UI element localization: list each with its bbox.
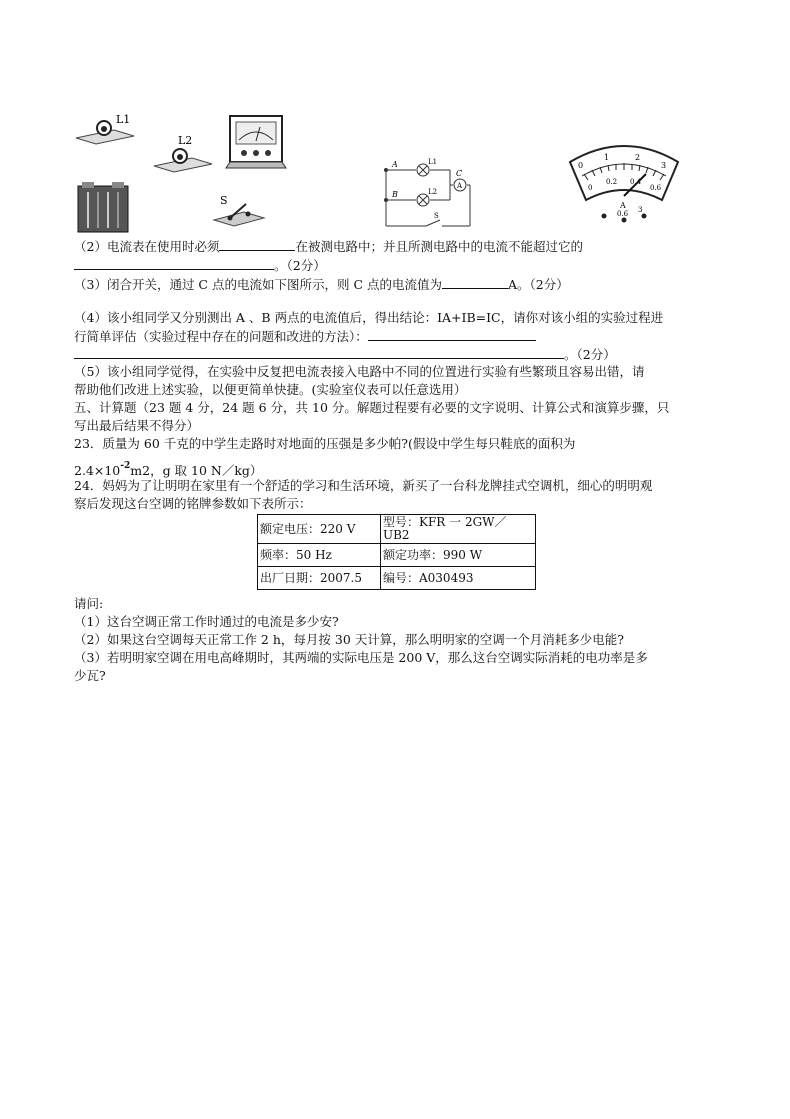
ammeter-box-icon [226, 116, 286, 168]
q2-line1 [74, 238, 583, 255]
scale-top-1: 1 [604, 153, 610, 162]
q24-line2: 察后发现这台空调的铭牌参数如下表所示： [74, 496, 312, 511]
ammeter-dial [566, 140, 682, 224]
q4-line2-prefix: 行简单评估（实验过程中存在的问题和改进的方法）： [74, 329, 368, 344]
q5-line1: （5）该小组同学觉得，在实验中反复把电流表接入电路中不同的位置进行实验有些繁琐且容易出错，请 [74, 364, 645, 379]
q4-suffix: 。（2分） [564, 347, 616, 362]
table-cell: 额定功率：990 W [381, 544, 536, 567]
scale-top-0: 0 [578, 161, 584, 170]
ammeter-symbol-label: A [457, 182, 463, 190]
circuit-diagram [376, 154, 476, 234]
section5-line1: 五、计算题（23 题 4 分，24 题 6 分，共 10 分。解题过程要有必要的文字说明、计算公式和演算步骤，只 [74, 400, 670, 415]
table-row [258, 567, 536, 590]
q2-blank-1[interactable] [219, 238, 295, 251]
ask-sub2: （2）如果这台空调每天正常工作 2 h，每月按 30 天计算，那么明明家的空调一个月消耗多少电能? [74, 632, 624, 647]
ask-sub3-line2: 少瓦? [74, 668, 106, 683]
circuit-l1-label: L1 [428, 158, 438, 166]
meter-unit-label: A [620, 201, 626, 210]
scale-top-2: 2 [635, 153, 641, 162]
q4-line2 [74, 328, 536, 345]
q5-line2: 帮助他们改进上述实验，以便更简单快捷。(实验室仪表可以任意选用） [74, 382, 467, 397]
q23-line1: 23．质量为 60 千克的中学生走路时对地面的压强是多少帕?(假设中学生每只鞋底的面积为 [74, 436, 576, 451]
terminal-3-label: 3 [638, 206, 643, 214]
q4-line3 [74, 346, 616, 363]
terminal-06-label: 0.6 [617, 210, 629, 218]
q4-blank-2[interactable] [74, 346, 564, 359]
table-cell: 出厂日期：2007.5 [258, 567, 381, 590]
table-row [258, 544, 536, 567]
q2-prefix: （2）电流表在使用时必须 [74, 239, 220, 254]
point-c-label: C [456, 169, 463, 178]
circuit-l2-label: L2 [428, 188, 438, 196]
q2-line2 [74, 257, 326, 274]
point-b-label: B [392, 190, 398, 199]
ask-sub1: （1）这台空调正常工作时通过的电流是多少安? [74, 614, 339, 629]
point-a-label: A [392, 160, 398, 169]
q3-blank[interactable] [442, 276, 508, 289]
scale-bottom-06: 0.6 [650, 184, 662, 192]
bulb-l1-label: L1 [116, 113, 131, 126]
circuit-switch-label: S [434, 212, 439, 220]
q23-line2 [74, 458, 262, 479]
table-cell: 编号：A030493 [381, 567, 536, 590]
table-cell: 频率：50 Hz [258, 544, 381, 567]
scale-bottom-0: 0 [588, 184, 593, 192]
table-row [258, 515, 536, 544]
q2-blank-2[interactable] [74, 257, 274, 270]
bulb-l2-label: L2 [178, 134, 193, 147]
q3-line [74, 276, 569, 293]
q23-exponent: -2 [120, 461, 131, 471]
q3-suffix: A。（2分） [507, 277, 569, 292]
q4-line1: （4）该小组同学又分别测出 A 、B 两点的电流值后，得出结论：IA+IB=IC，请你对该小组的实验过程进 [74, 310, 664, 325]
q2-middle: 在被测电路中；并且所测电路中的电流不能超过它的 [295, 239, 583, 254]
bulb-l2-icon [154, 149, 212, 172]
q24-line1: 24．妈妈为了让明明在家里有一个舒适的学习和生活环境，新买了一台科龙牌挂式空调机，细心的明明观 [74, 478, 653, 493]
table-cell: 型号：KFR 一 2GW／UB2 [381, 515, 536, 544]
q4-blank-1[interactable] [368, 328, 536, 341]
scale-bottom-04: 0.4 [630, 178, 642, 186]
switch-icon [214, 204, 264, 226]
q23-base: 2.4×10 [74, 463, 121, 478]
switch-label: S [220, 194, 228, 207]
q23-rest: m2，g 取 10 N／kg） [130, 463, 263, 478]
q3-prefix: （3）闭合开关，通过 C 点的电流如下图所示，则 C 点的电流值为 [74, 277, 442, 292]
scale-bottom-02: 0.2 [606, 178, 618, 186]
battery-icon [78, 182, 128, 232]
ask-sub3-line1: （3）若明明家空调在用电高峰期时，其两端的实际电压是 200 V，那么这台空调实际消耗的电功率是多 [74, 650, 648, 665]
section5-line2: 写出最后结果不得分） [74, 418, 200, 433]
scale-top-3: 3 [661, 161, 667, 170]
table-cell: 额定电压：220 V [258, 515, 381, 544]
apparatus-figure [74, 108, 304, 236]
ask-label: 请问: [74, 596, 104, 611]
q2-suffix: 。（2分） [274, 258, 326, 273]
nameplate-table [257, 514, 536, 590]
